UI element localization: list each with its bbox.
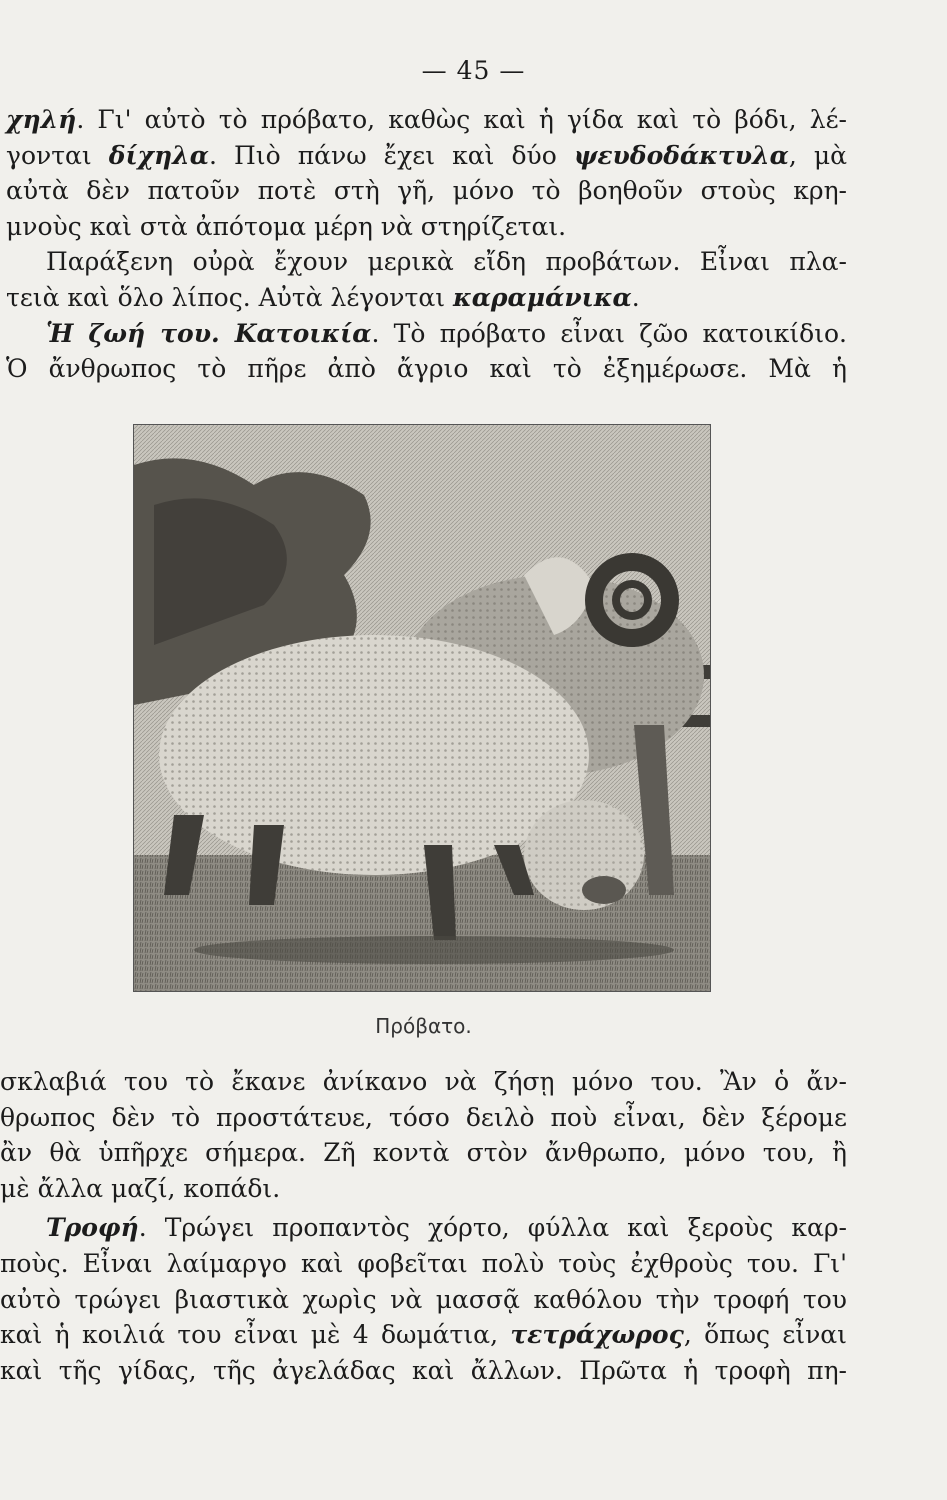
emphasized-term: δίχηλα — [108, 140, 209, 170]
text-span: . Τὸ πρόβατο εἶναι ζῶο κατοικίδιο. — [371, 318, 847, 348]
text-line — [0, 102, 947, 138]
emphasized-term: χηλή — [6, 105, 77, 134]
text-span: . — [631, 282, 640, 312]
text-line — [0, 1282, 947, 1318]
text-line — [0, 244, 947, 280]
text-span: τειὰ καὶ ὅλο λίπος. Αὐτὰ λέγονται — [6, 282, 453, 312]
emphasized-term: τετράχωρος — [510, 1320, 684, 1350]
section-heading-line — [0, 1210, 947, 1246]
text-span: μὲ ἄλλα μαζί, κοπάδι. — [0, 1173, 281, 1203]
text-span: ποὺς. Εἶναι λαίμαργο καὶ φοβεῖται πολὺ τοὺς ἐχθροὺς του. Γι' — [0, 1248, 847, 1278]
figure-caption: Πρόβατο. — [375, 1014, 472, 1038]
text-line — [0, 1353, 947, 1389]
text-line — [0, 209, 947, 245]
text-span: θρωπος δὲν τὸ προστάτευε, τόσο δειλὸ ποὺ εἶναι, δὲν ξέρομε — [0, 1102, 847, 1132]
text-span: γονται — [6, 140, 109, 170]
text-line — [0, 351, 947, 387]
text-line — [0, 1135, 947, 1171]
section-heading: Ἡ ζωή του. Κατοικία — [46, 318, 372, 348]
text-span: αὐτὸ τρώγει βιαστικὰ χωρὶς νὰ μασσᾷ καθόλου τὴν τροφή του — [0, 1284, 847, 1314]
text-line — [0, 138, 947, 174]
text-span: Ὁ ἄνθρωπος τὸ πῆρε ἀπὸ ἄγριο καὶ τὸ ἐξημέρωσε. Μὰ ἡ — [6, 354, 847, 384]
section-heading-line — [0, 316, 947, 352]
emphasized-term: καραμάνικα — [452, 282, 632, 312]
text-span: . Πιὸ πάνω ἔχει καὶ δύο — [208, 140, 574, 170]
text-span: , μὰ — [788, 140, 847, 170]
text-line — [0, 280, 947, 316]
text-span: σκλαβιά του τὸ ἔκανε ἀνίκανο νὰ ζήσῃ μόνο του. Ἂν ὁ ἄν- — [0, 1067, 847, 1096]
text-line — [0, 1317, 947, 1353]
text-span: αὐτὰ δὲν πατοῦν ποτὲ στὴ γῆ, μόνο τὸ βοηθοῦν στοὺς κρη- — [6, 176, 847, 206]
text-line — [0, 1171, 947, 1207]
top-text-block — [0, 102, 947, 387]
sheep-illustration — [133, 424, 711, 992]
text-span: καὶ τῆς γίδας, τῆς ἀγελάδας καὶ ἄλλων. Πρῶτα ἡ τροφὴ πη- — [0, 1355, 847, 1385]
text-span: ἂν θὰ ὑπῆρχε σήμερα. Ζῆ κοντὰ στὸν ἄνθρωπο, μόνο του, ἢ — [0, 1138, 847, 1168]
text-line — [0, 1064, 947, 1100]
text-span: Παράξενη οὐρὰ ἔχουν μερικὰ εἴδη προβάτων. Εἶναι πλα- — [46, 247, 847, 277]
text-span: , ὅπως εἶναι — [683, 1320, 847, 1350]
text-span: μνοὺς καὶ στὰ ἀπότομα μέρη νὰ στηρίζεται. — [6, 211, 567, 241]
section-heading: Τροφή — [46, 1213, 139, 1243]
emphasized-term: ψευδοδάκτυλα — [573, 140, 789, 170]
text-line — [0, 1246, 947, 1282]
text-line — [0, 1100, 947, 1136]
text-span: . Γι' αὐτὸ τὸ πρόβατο, καθὼς καὶ ἡ γίδα καὶ τὸ βόδι, λέ- — [76, 105, 847, 134]
text-span: καὶ ἡ κοιλιά του εἶναι μὲ 4 δωμάτια, — [0, 1320, 511, 1350]
text-line — [0, 173, 947, 209]
text-span: . Τρώγει προπαντὸς χόρτο, φύλλα καὶ ξεροὺς καρ- — [138, 1213, 847, 1243]
page-number: — 45 — — [421, 56, 526, 85]
bottom-text-block — [0, 1064, 947, 1388]
